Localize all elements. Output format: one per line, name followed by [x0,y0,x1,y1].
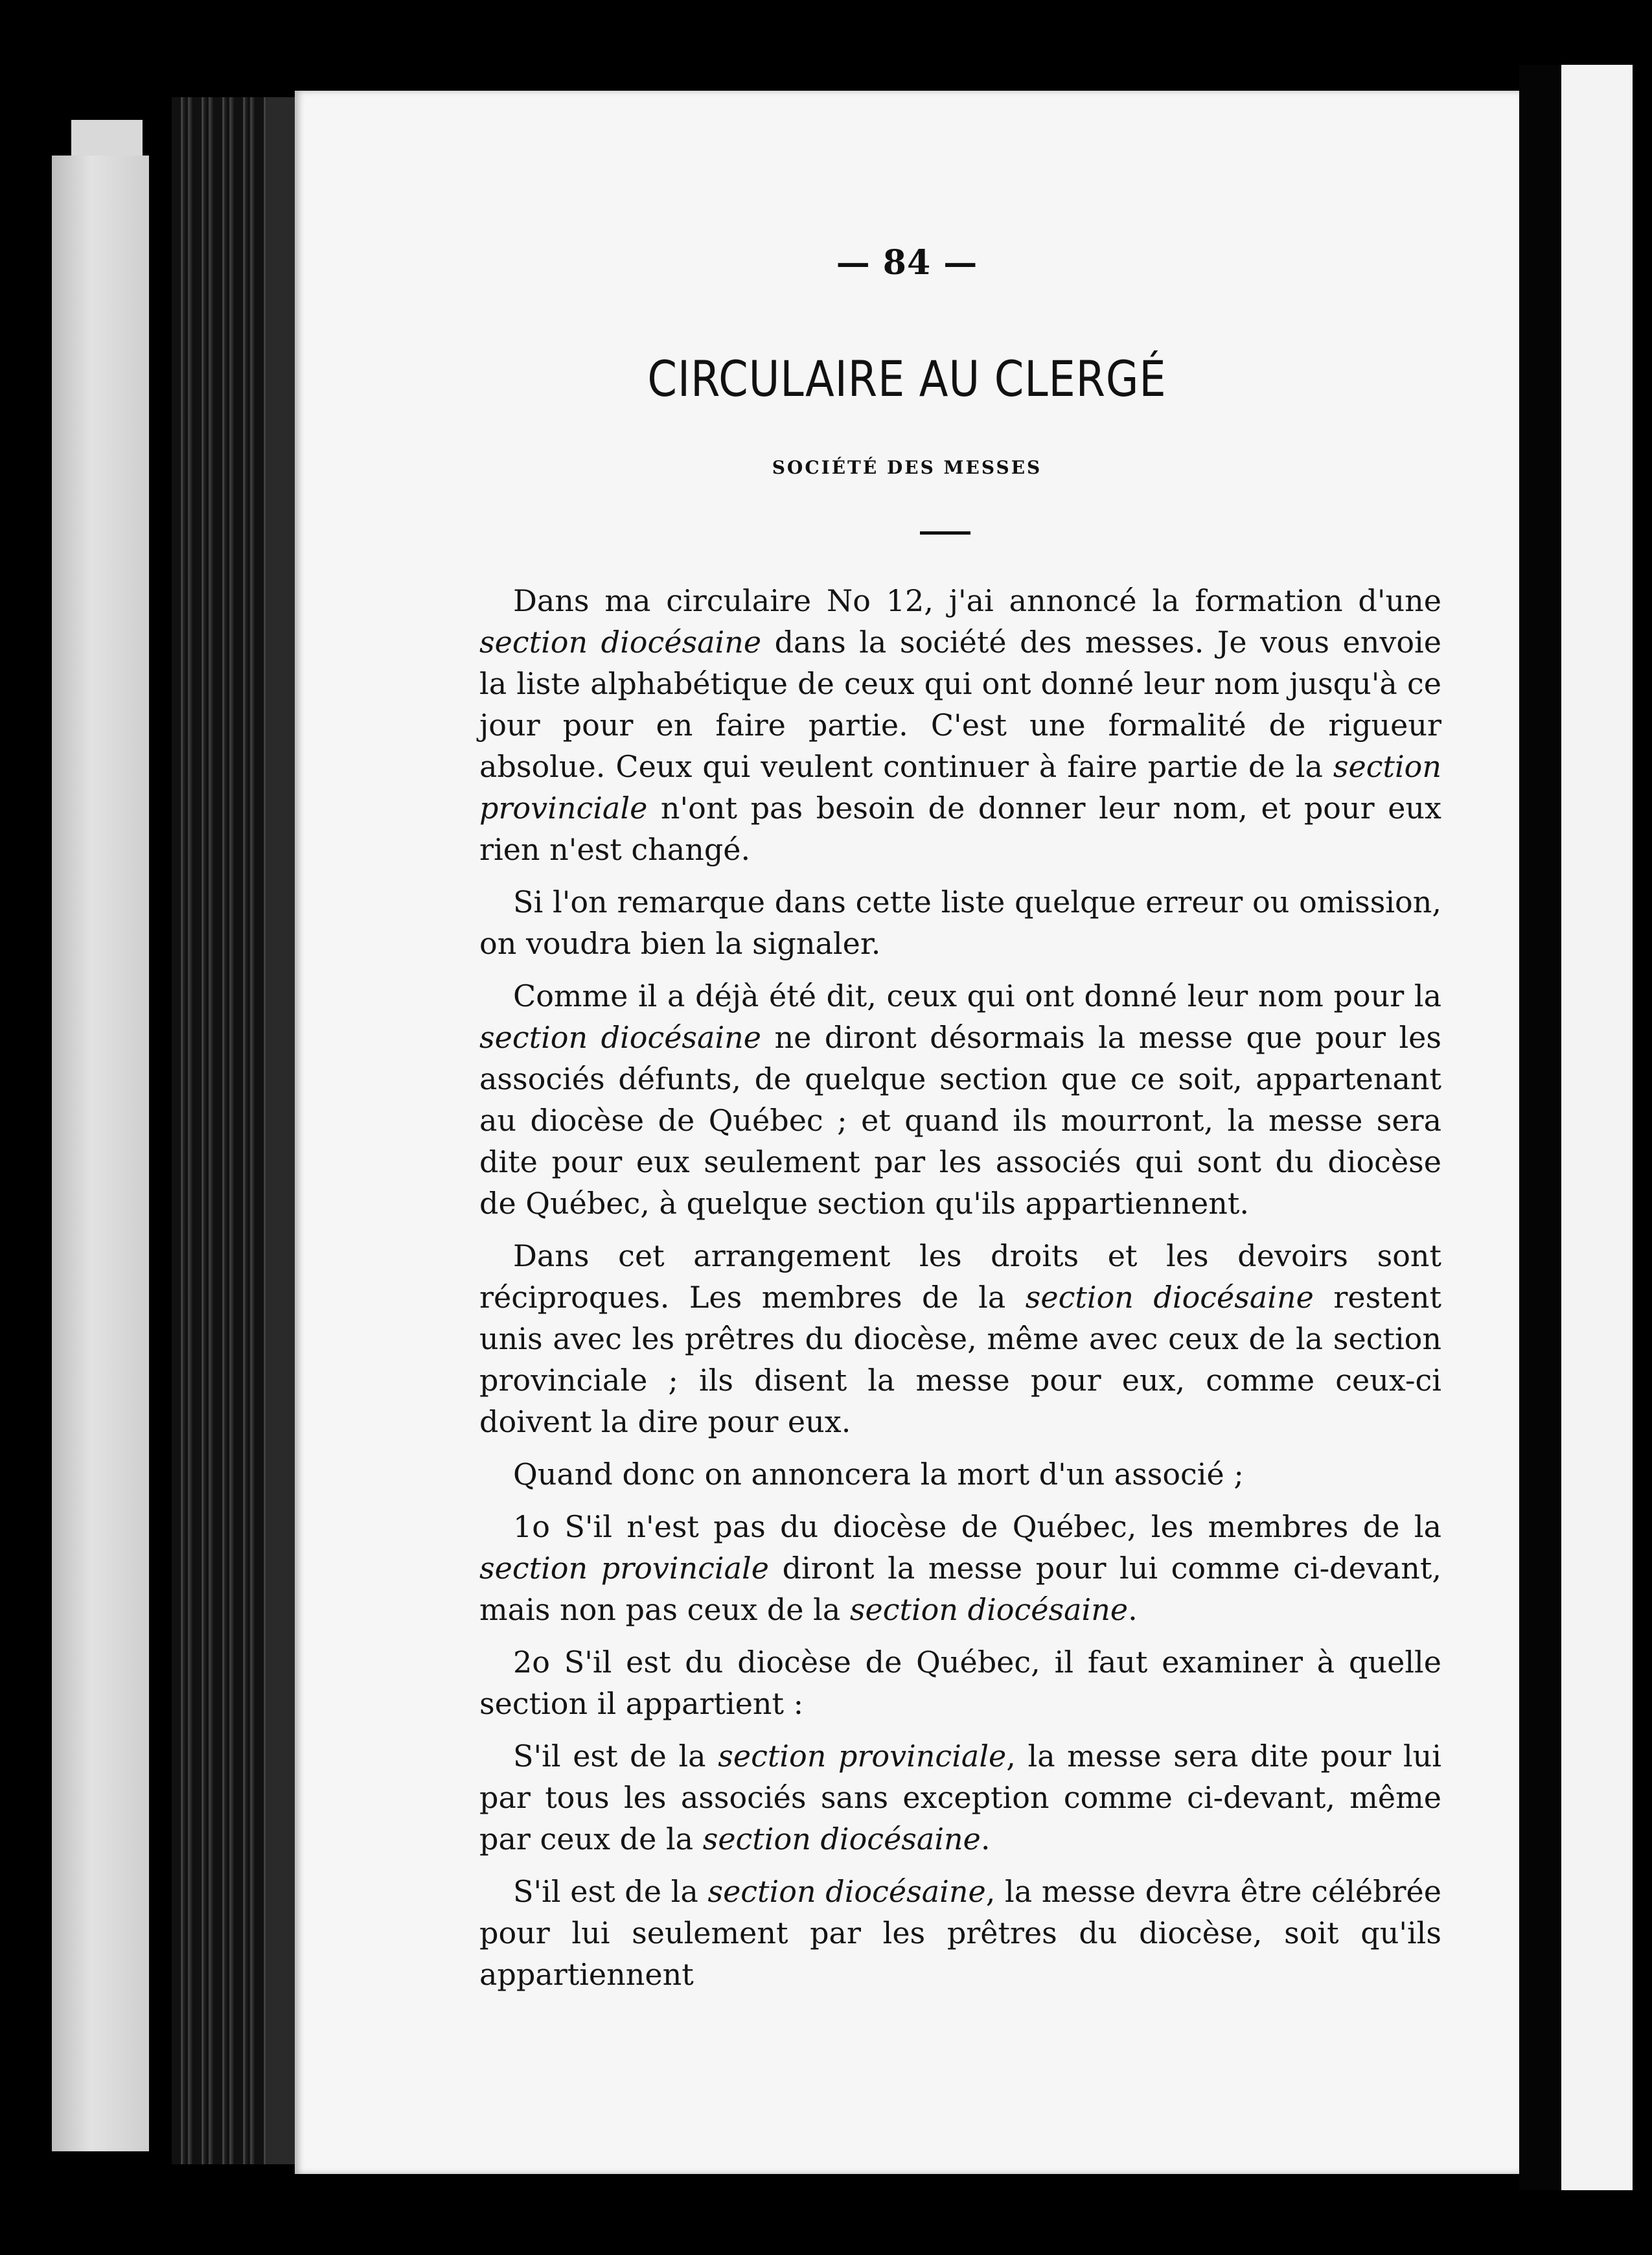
paragraph [479,975,1441,1224]
paragraph [479,1871,1441,1995]
text-run: , la messe sera dite pour lui par tous les associés sans exception comme ci-devant, même par ceux de la [479,1739,1441,1856]
italic-term: section provinciale [479,749,1441,826]
text-run: restent unis avec les prêtres du diocèse, même avec ceux de la section provinciale ; ils disent la messe pour eux, comme ceux-ci doivent la dire pour eux. [479,1280,1442,1439]
page-title: CIRCULAIRE AU CLERGÉ [647,350,1167,408]
body-text [479,580,1441,2006]
italic-term: section diocésaine [707,1874,986,1909]
italic-term: section diocésaine [1025,1280,1314,1315]
text-run: Dans cet arrangement les droits et les devoirs sont réciproques. Les membres de la [479,1238,1441,1315]
paragraph [479,580,1441,870]
paragraph [479,1735,1441,1860]
page-number: — 84 — [836,243,978,283]
right-gutter [1519,65,1561,2190]
paragraph [479,1506,1441,1630]
page-subtitle: SOCIÉTÉ DES MESSES [772,457,1042,478]
paragraph [479,881,1441,964]
left-leaf-edge [52,156,149,2151]
right-leaf-edge [1561,65,1633,2190]
italic-term: section provinciale [718,1739,1007,1774]
text-run: . [980,1821,991,1856]
text-run: Dans ma circulaire No 12, j'ai annoncé la formation d'une [513,583,1441,618]
left-leaf-tab [71,120,143,159]
text-run: , la messe devra être célébrée pour lui seulement par les prêtres du diocèse, soit qu'ils appartiennent [479,1874,1441,1992]
text-run: ne diront désormais la messe que pour les associés défunts, de quelque section que ce soit, appartenant au diocèse de Québec ; et quand ils mourront, la messe sera dite pour eux seulement par les associés qui sont du diocèse de Québec, à quelque section qu'ils appartiennent. [479,1020,1441,1221]
italic-term: section diocésaine [479,1020,762,1055]
title-divider [920,531,970,535]
text-run: diront la messe pour lui comme ci-devant, mais non pas ceux de la [479,1551,1441,1627]
text-run: S'il est de la [513,1874,708,1909]
text-run: n'ont pas besoin de donner leur nom, et pour eux rien n'est changé. [479,791,1441,867]
text-run: S'il est de la [513,1739,718,1774]
paragraph [479,1641,1441,1724]
italic-term: section diocésaine [479,625,762,660]
italic-term: section diocésaine [849,1592,1129,1627]
italic-term: section diocésaine [702,1821,981,1856]
text-run: 2o S'il est du diocèse de Québec, il faut examiner à quelle section il appartient : [479,1645,1441,1721]
text-run: Comme il a déjà été dit, ceux qui ont donné leur nom pour la [513,978,1441,1013]
page-gutter-shadow [266,97,295,2164]
text-run: Si l'on remarque dans cette liste quelque erreur ou omission, on voudra bien la signaler. [479,885,1441,961]
text-run: Quand donc on annoncera la mort d'un associé ; [513,1457,1244,1492]
text-run: dans la société des messes. Je vous envoie la liste alphabétique de ceux qui ont donné leur nom jusqu'à ce jour pour en faire partie. C'est une formalité de rigueur absolue. Ceux qui veulent continuer à faire partie de la [479,625,1441,784]
text-run: 1o S'il n'est pas du diocèse de Québec, les membres de la [513,1509,1441,1544]
book-page [295,91,1519,2174]
text-run: . [1128,1592,1138,1627]
italic-term: section provinciale [479,1551,769,1586]
paragraph [479,1235,1441,1442]
paragraph [479,1453,1441,1495]
